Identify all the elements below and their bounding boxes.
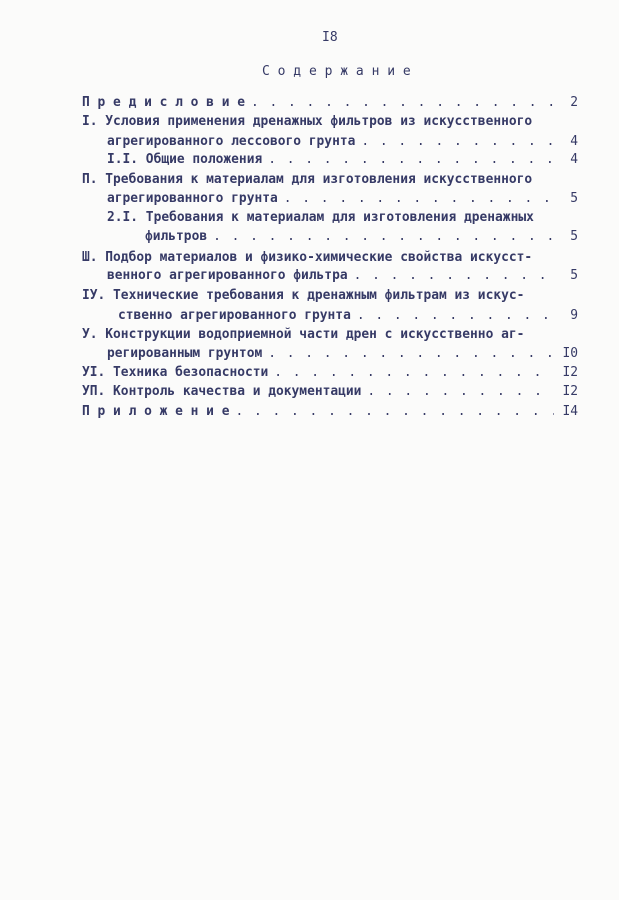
dot-leader xyxy=(268,152,554,168)
toc-entry-1-1 xyxy=(107,152,578,168)
toc-entry-4-line2 xyxy=(118,308,578,324)
dot-leader xyxy=(354,268,554,284)
toc-page: 4 xyxy=(570,152,578,167)
toc-page: I0 xyxy=(562,346,578,361)
toc-entry-text: П. Требования к материалам для изготовления искусственного xyxy=(82,172,533,187)
toc-entry-5-line2 xyxy=(107,346,578,362)
toc-page: 5 xyxy=(570,268,578,283)
toc-page: 9 xyxy=(570,308,578,323)
toc-entry-text: I.I. Общие положения xyxy=(107,152,263,167)
toc-entry-text: У. Конструкции водоприемной части дрен с искусственно аг- xyxy=(82,327,525,342)
toc-entry-text: П р и л о ж е н и е xyxy=(82,404,230,419)
toc-page: 2 xyxy=(570,95,578,110)
toc-page: I4 xyxy=(562,404,578,419)
toc-entry-1-line1 xyxy=(82,114,578,130)
toc-entry-text: регированным грунтом xyxy=(107,346,263,361)
toc-entry-2-1-line2 xyxy=(145,229,578,245)
toc-page: I2 xyxy=(562,365,578,380)
toc-entry-1-line2 xyxy=(107,134,578,150)
toc-entry-appendix xyxy=(82,404,578,420)
toc-page: 5 xyxy=(570,191,578,206)
toc-entry-text: агрегированного лессового грунта xyxy=(107,134,356,149)
dot-leader xyxy=(367,384,554,400)
dot-leader xyxy=(251,95,554,111)
dot-leader xyxy=(213,229,554,245)
toc-title: С о д е р ж а н и е xyxy=(262,64,411,79)
dot-leader xyxy=(235,404,554,420)
dot-leader xyxy=(268,346,554,362)
toc-entry-2-line1 xyxy=(82,172,578,188)
toc-entry-text: УI. Техника безопасности xyxy=(82,365,269,380)
toc-entry-text: IУ. Технические требования к дренажным фильтрам из искус- xyxy=(82,288,525,303)
toc-entry-text: УП. Контроль качества и документации xyxy=(82,384,362,399)
toc-entry-text: агрегированного грунта xyxy=(107,191,278,206)
dot-leader xyxy=(284,191,554,207)
dot-leader xyxy=(274,365,554,381)
toc-entry-text: фильтров xyxy=(145,229,208,244)
toc-entry-text: I. Условия применения дренажных фильтров из искусственного xyxy=(82,114,533,129)
toc-entry-text: 2.I. Требования к материалам для изготовления дренажных xyxy=(107,210,534,225)
dot-leader xyxy=(361,134,554,150)
toc-entry-7 xyxy=(82,384,578,400)
toc-entry-3-line1 xyxy=(82,250,578,266)
toc-entry-2-1-line1 xyxy=(107,210,578,226)
toc-entry-6 xyxy=(82,365,578,381)
toc-entry-2-line2 xyxy=(107,191,578,207)
toc-entry-text: Ш. Подбор материалов и физико-химические свойства искусст- xyxy=(82,250,533,265)
toc-entry-text: венного агрегированного фильтра xyxy=(107,268,348,283)
toc-entry-text: ственно агрегированного грунта xyxy=(118,308,351,323)
toc-entry-preface xyxy=(82,95,578,111)
toc-page: I2 xyxy=(562,384,578,399)
toc-page: 5 xyxy=(570,229,578,244)
toc-entry-3-line2 xyxy=(107,268,578,284)
toc-entry-4-line1 xyxy=(82,288,578,304)
toc-page: 4 xyxy=(570,134,578,149)
page-number: I8 xyxy=(322,30,338,45)
toc-entry-text: П р е д и с л о в и е xyxy=(82,95,245,110)
toc-entry-5-line1 xyxy=(82,327,578,343)
dot-leader xyxy=(357,308,554,324)
